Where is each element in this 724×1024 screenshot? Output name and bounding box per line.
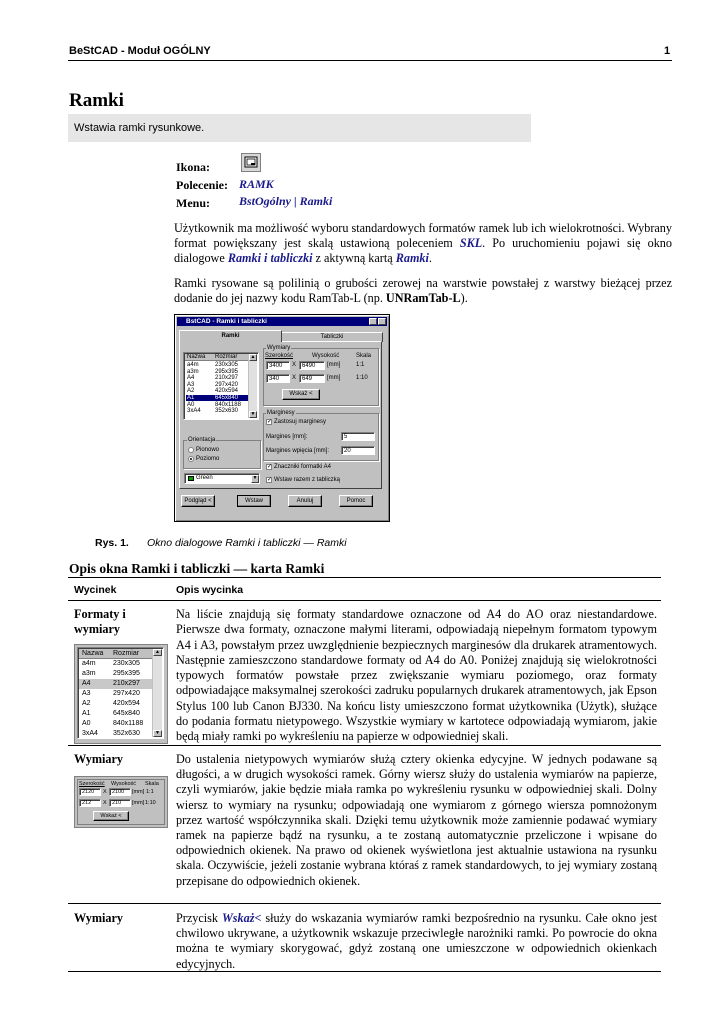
a4-marks-checkbox[interactable]: ✓ [267, 464, 273, 470]
mini-width-label: Szerokość [79, 781, 105, 787]
help-icon[interactable] [369, 318, 377, 325]
unit-label: [mm] [132, 800, 145, 806]
width-col-label: Szerokość [265, 353, 294, 359]
mini-list-header [79, 649, 153, 659]
mini-header-size: Rozmiar [113, 650, 140, 657]
orientation-group-title: Orientacja [188, 437, 216, 443]
margins-group-title: Marginesy [267, 410, 295, 416]
list-item[interactable] [186, 388, 249, 394]
dialog-window [174, 314, 390, 522]
with-table-label: Wstaw razem z tabliczką [274, 477, 341, 483]
insert-button[interactable]: Wstaw [237, 495, 271, 507]
list-item-size: 420x594 [215, 388, 239, 395]
menu-value: BstOgólny | Ramki [239, 194, 333, 208]
card-name: Ramki [395, 251, 429, 266]
figure-caption: Okno dialogowe Ramki i tabliczki — Ramki [147, 537, 347, 549]
cancel-button[interactable]: Anuluj [288, 495, 322, 507]
meta-labels: Ikona: Polecenie: Menu: [176, 160, 228, 210]
mini-item-name: 3xA4 [82, 730, 98, 737]
row-label-dims: Wymiary [74, 752, 123, 766]
mini-scale-label: Skala [145, 781, 159, 787]
with-table-checkbox[interactable]: ✓ [267, 477, 273, 483]
mini-list-item [79, 689, 153, 699]
layer-code: UNRamTab-L [385, 291, 461, 306]
mini-item-name: a3m [82, 670, 96, 677]
figure-label: Rys. 1. [95, 537, 129, 549]
row-rule [68, 903, 661, 904]
mini-list-item [79, 669, 153, 679]
mini-list-item [79, 659, 153, 669]
menu-label: Menu [176, 196, 206, 210]
times-sign: X [292, 362, 297, 368]
unit-label: [mm] [327, 375, 341, 381]
mini-item-name: a4m [82, 660, 96, 667]
text: Użytkownik ma możliwość wyboru standardowych formatów ramek lub ich wielokrotności. Wybrany format powiększany jest skalą ustawioną poleceniem [174, 221, 672, 251]
mini-drawing-height: 210 [109, 799, 131, 807]
dialog-title: BstCAD - Ramki i tabliczki [186, 318, 267, 325]
list-item[interactable] [186, 408, 249, 414]
tab-tabliczki[interactable]: Tabliczki [281, 332, 383, 342]
list-header [185, 354, 249, 361]
mini-format-list [74, 644, 168, 744]
row-text-pick [176, 911, 657, 972]
text: Ramki rysowane są polilinią o grubości zerowej na warstwie powstałej z warstwy bieżącej przez dodanie do jej nazwy kodu RamTab-L (np. [174, 276, 672, 306]
preview-button[interactable]: Podgląd < [181, 495, 215, 507]
mini-item-size: 420x594 [113, 700, 140, 707]
times-sign: X [103, 800, 107, 806]
margin-label: Margines [mm]: [266, 434, 308, 440]
apply-margins-checkbox[interactable]: ✓ [267, 419, 273, 425]
apply-margins-label: Zastosuj marginesy [274, 419, 327, 425]
list-item-size: 230x305 [215, 362, 239, 368]
mini-scale2: 1:10 [145, 800, 156, 806]
intro-paragraph [174, 221, 672, 267]
row-rule [68, 745, 661, 746]
mini-height-label: Wysokość [111, 781, 137, 787]
chevron-down-icon[interactable]: ▼ [252, 475, 258, 481]
a4-marks-label: Znaczniki formatki A4 [274, 464, 332, 470]
unit-label: [mm] [132, 789, 145, 795]
mini-item-size: 297x420 [113, 690, 140, 697]
row-text-dims: Do ustalenia nietypowych wymiarów służą cztery okienka edycyjne. W jednych podawane są długości, a w drugich wysokości ramek. Górny wiersz służy do ustalenia wymiarów na papierze, czyli wymiarów, jakie będzie miała ramka po wykreśleniu rysunku w odpowiedniej skali. Dolny wiersz to wymiary na rysunku; odpowiadają one wymiarom z górnego wiersza pomnożonym przez wartość współczynnika skali. Dzięki temu użytkownik może zamiennie podawać wymiary ramek na papierze bądź na rysunku, a te zostaną automatycznie przeliczone i wpisane do odpowiednich okienek. Na prawo od okienek wyświetlona jest aktualnie ustawiona na rysunku skala. Oczywiście, jeżeli zostanie wybrana któraś z ramek standardowych, to jej wymiary zostaną przepisane do odpowiednich okienek. [176, 752, 657, 888]
scroll-up-icon[interactable]: ▲ [250, 354, 256, 360]
list-item-name: a4m [187, 362, 199, 368]
mini-list-item [79, 709, 153, 719]
command-label: Polecenie [176, 178, 224, 192]
frame-icon [241, 153, 261, 172]
mini-list-item [79, 729, 153, 739]
tab-ramki[interactable]: Ramki [179, 330, 282, 342]
mini-scrollbar [152, 649, 162, 737]
color-select[interactable] [184, 473, 260, 484]
section-title: Opis okna Ramki i tabliczki — karta Ramki [69, 561, 325, 576]
skl-command: SKL [459, 236, 483, 251]
orientation-group [183, 440, 261, 469]
format-list[interactable] [183, 352, 259, 420]
color-swatch [188, 476, 194, 481]
text: . [428, 251, 432, 266]
row-text-formats: Na liście znajdują się formaty standardowe oznaczone od A4 do AO oraz niestandardowe. Pierwsze dwa formaty, oznaczone małymi literami, odpowiadają niepełnym formatom typowym A4 i A3, powstałym przez uwzględnienie bezpiecznych marginesów dla drukarek atramentowych. Następnie zamieszczono standardowe formaty od A4 do A0. Poniżej znajdują się wielokrotności typowych formatów powstałe przez zwiększanie wymiaru poziomego, oraz formaty odpowiadające maksymalnej szerokości zadruku popularnych drukarek atramentowych, jak Epson Stylus 100 lub Canon BJ330. Na końcu listy umieszczono format użytkownika (Użytk), służące do podania formatu nietypowego. Wszystkie wymiary w kartotece odpowiadają wymiarom, jakie będą miały ramki po wykreśleniu na papierze w odpowiedniej skali. [176, 607, 657, 744]
list-item[interactable] [186, 395, 249, 401]
mini-item-size: 210x297 [113, 680, 140, 687]
portrait-radio[interactable] [188, 447, 194, 453]
list-item-size: 352x630 [215, 408, 239, 415]
list-item-name: 3xA4 [187, 408, 201, 415]
dialog-titlebar [177, 317, 387, 326]
mini-pick-button: Wskaż < [93, 811, 129, 821]
list-item[interactable] [186, 362, 249, 368]
margin-input[interactable]: 5 [341, 432, 375, 441]
row-label-pick: Wymiary [74, 911, 123, 925]
paper-width-input[interactable]: 3400 [266, 361, 290, 370]
dialog-name: Ramki i tabliczki [227, 251, 313, 266]
list-header-name: Nazwa [187, 354, 206, 360]
height-col-label: Wysokość [312, 353, 340, 359]
scroll-down-icon: ▼ [153, 730, 162, 737]
mini-list-box [77, 647, 164, 739]
close-icon[interactable] [378, 318, 386, 325]
list-item-name: a3m [187, 368, 199, 375]
list-item-size: 295x395 [215, 368, 239, 375]
paper-scale: 1:1 [356, 362, 365, 368]
mini-item-size: 840x1188 [113, 720, 144, 727]
help-button[interactable]: Pomoc [339, 495, 373, 507]
list-item-name: A3 [187, 381, 195, 388]
running-header-title: BeStCAD - Moduł OGÓLNY [69, 45, 211, 57]
mini-item-size: 352x630 [113, 730, 140, 737]
unit-label: [mm] [327, 362, 341, 368]
times-sign: X [103, 789, 107, 795]
mini-scale1: 1:1 [146, 789, 154, 795]
scroll-up-icon: ▲ [153, 649, 162, 656]
mini-paper-width: 2120 [79, 788, 101, 796]
mini-item-size: 645x840 [113, 710, 140, 717]
list-item-name: A1 [187, 395, 195, 401]
drawing-scale: 1:10 [356, 375, 368, 381]
header-rule [68, 60, 672, 61]
col-header-snippet: Wycinek [74, 584, 117, 596]
mini-item-name: A3 [82, 690, 91, 697]
binding-margin-label: Margines wpięcia [mm]: [266, 448, 330, 454]
text: . Po uruchomieniu pojawi się okno dialogowe [174, 236, 672, 266]
binding-margin-input[interactable]: 20 [341, 446, 375, 455]
mini-header-name: Nazwa [82, 650, 104, 657]
layer-paragraph [174, 276, 672, 306]
mini-list-item [79, 679, 153, 689]
list-header-size: Rozmiar [215, 354, 238, 360]
mini-list-item [79, 719, 153, 729]
list-item[interactable] [186, 382, 249, 388]
pick-button[interactable]: Wskaż < [282, 389, 320, 400]
mini-dims-panel [74, 776, 168, 828]
table-header-rule [68, 600, 661, 601]
table-top-rule [68, 577, 661, 578]
list-item[interactable] [186, 402, 249, 408]
list-item-name: A4 [187, 375, 195, 382]
list-item-name: A0 [187, 401, 195, 408]
list-item-size: 645x840 [215, 395, 239, 401]
text: ). [460, 291, 468, 306]
mini-drawing-width: 212 [79, 799, 101, 807]
subtitle-text: Wstawia ramki rysunkowe. [74, 122, 205, 134]
col-header-description: Opis wycinka [176, 584, 244, 596]
scale-col-label: Skala [356, 353, 372, 359]
list-item[interactable] [186, 375, 249, 381]
mini-item-size: 230x305 [113, 660, 140, 667]
landscape-label: Poziomo [196, 456, 220, 462]
text: z aktywną kartą [312, 251, 396, 266]
list-item-size: 840x1188 [215, 401, 241, 408]
mini-item-name: A1 [82, 710, 91, 717]
list-scrollbar[interactable] [248, 354, 257, 418]
portrait-label: Pionowo [196, 447, 220, 453]
text: służy do wskazania wymiarów ramki bezpośrednio na rysunku. Całe okno jest chwilowo ukrywane, a użytkownik wskazuje przeciwległe narożniki ramki. Po powrocie do okna można te wymiary skorygować, gdyż zostaną one umieszczone w odpowiednich okienkach edycyjnych. [176, 911, 657, 971]
subtitle-box [68, 114, 531, 142]
mini-item-name: A0 [82, 720, 91, 727]
mini-item-size: 295x395 [113, 670, 140, 677]
page-number: 1 [664, 45, 671, 57]
table-bottom-rule [68, 971, 661, 972]
mini-item-name: A2 [82, 700, 91, 707]
scroll-down-icon[interactable]: ▼ [250, 411, 256, 417]
mini-list-item [79, 699, 153, 709]
landscape-radio[interactable] [188, 456, 194, 462]
color-value: Green [196, 475, 213, 481]
list-item-name: A2 [187, 388, 195, 395]
list-item-size: 210x297 [215, 375, 239, 382]
list-item-size: 297x420 [215, 381, 239, 388]
list-item[interactable] [186, 369, 249, 375]
row-label-formats: Formaty i wymiary [74, 607, 126, 636]
drawing-width-input[interactable]: 340 [266, 374, 290, 383]
command-value: RAMK [239, 177, 274, 191]
mini-paper-height: 2100 [109, 788, 131, 796]
text: Przycisk [176, 911, 222, 925]
times-sign: X [292, 375, 297, 381]
drawing-height-input[interactable]: 649 [299, 374, 325, 383]
pick-button-ref: Wskaż< [221, 911, 262, 925]
page-title: Ramki [69, 90, 124, 111]
dims-group-title: Wymiary [267, 345, 291, 351]
paper-height-input[interactable]: 6490 [299, 361, 325, 370]
icon-label: Ikona [176, 160, 207, 174]
mini-item-name: A4 [82, 680, 91, 687]
